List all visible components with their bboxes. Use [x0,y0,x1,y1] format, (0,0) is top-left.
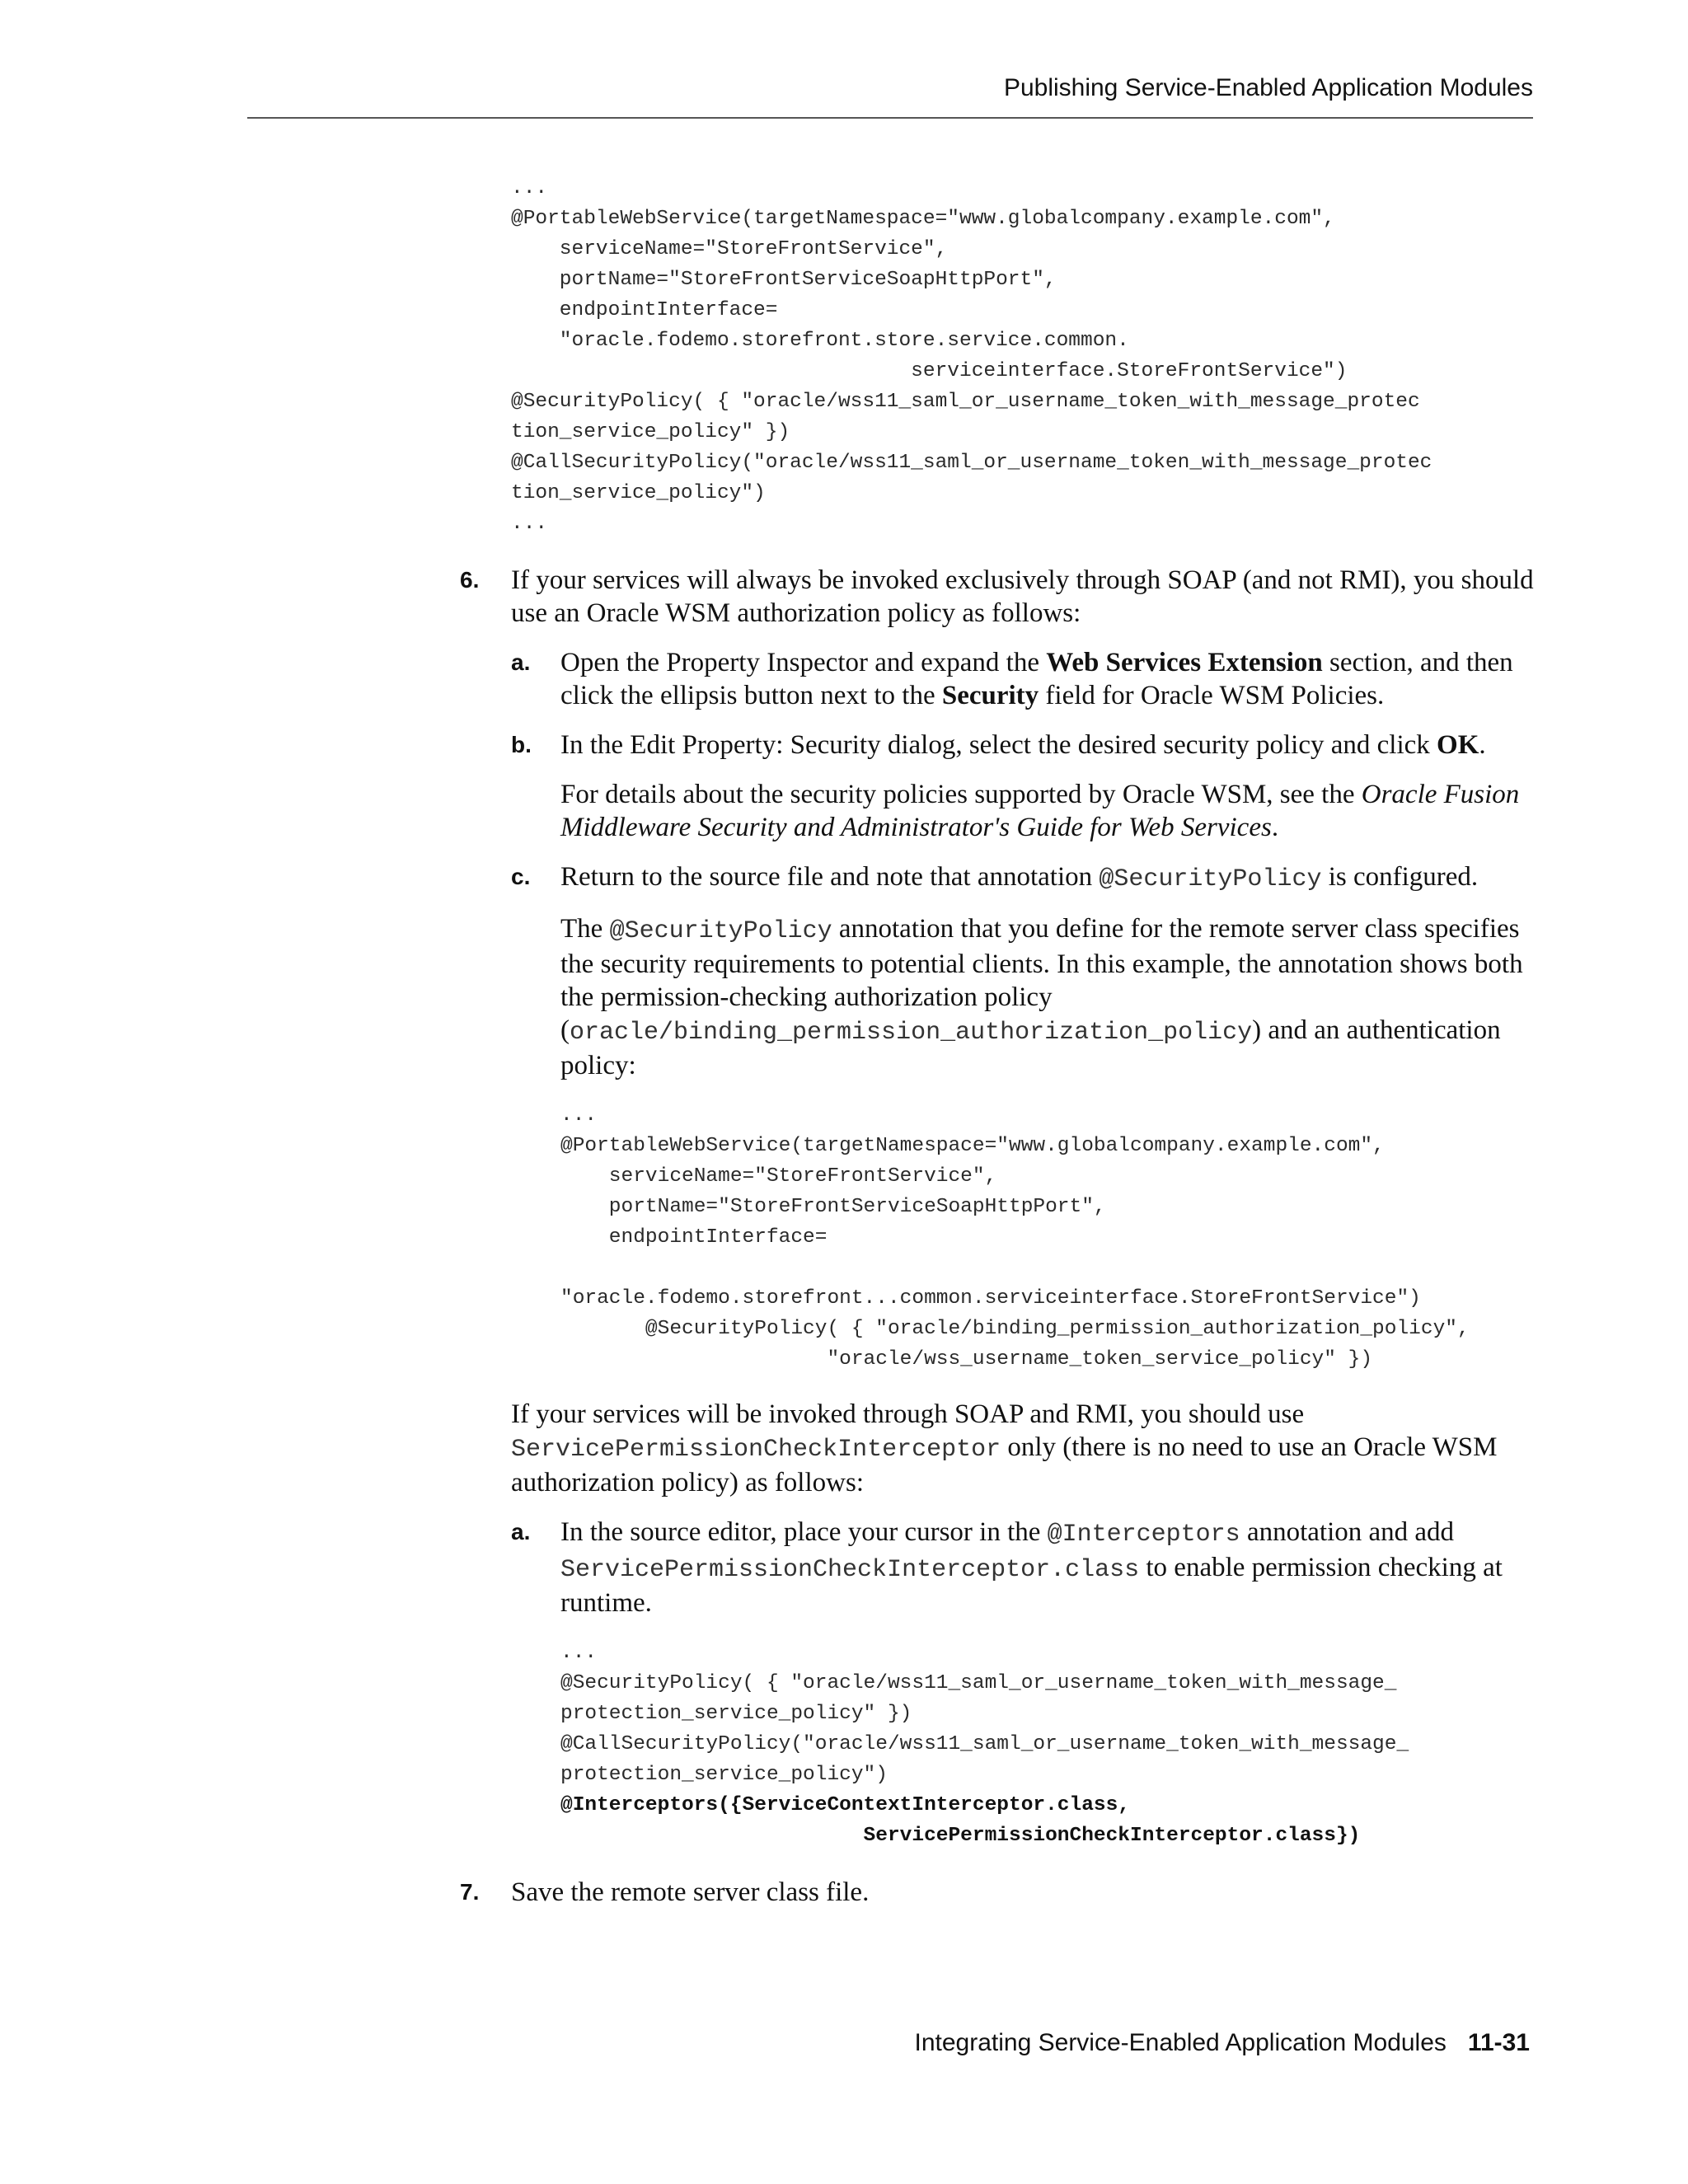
substep-rmi-a [511,1516,1550,1851]
running-header-title: Publishing Service-Enabled Application Modules [1003,74,1533,101]
substep-letter: a. [511,1519,531,1544]
substep-6b [511,729,1550,844]
step-number: 7. [460,1879,480,1905]
page-number: 11-31 [1467,2029,1530,2056]
step-text: Save the remote server class file. [511,1877,870,1907]
substep-6a [511,646,1550,712]
code-block-interceptors-bold: @Interceptors({ServiceContextInterceptor.class, ServicePermissionCheckInterceptor.class}) [560,1794,1361,1847]
code-block-portable-web-service: ... @PortableWebService(targetNamespace="www.globalcompany.example.com", serviceName="StoreFrontService", portName="StoreFrontServiceSoapHttpPort", endpointInterface= "oracle.fodemo.storefront.store.service.common. serviceinterface.StoreFrontService") @SecurityPolicy( { "oracle/wss11_saml_or_username_token_with_message_protec tion_service_policy" }) @CallSecurityPolicy("oracle/wss11_saml_or_username_token_with_message_protec tion_service_policy") ... [511,177,1432,535]
page-header [247,71,1533,119]
rmi-paragraph [511,1398,1550,1851]
substep-text: In the source editor, place your cursor in the @Interceptors annotation and add ServicePermissionCheckInterceptor.class to enable permission checking at runtime. [560,1517,1503,1618]
substep-explanation: The @SecurityPolicy annotation that you define for the remote server class specifies the security requirements to potential clients. In this example, the annotation shows both the permission-checking authorization policy (oracle/binding_permission_authorization_policy) and an authentication policy: [560,914,1523,1080]
page-footer [915,2029,1530,2057]
substep-text: In the Edit Property: Security dialog, select the desired security policy and click OK. [560,730,1486,760]
guide-title: Oracle Fusion Middleware Security and Administrator's Guide for Web Services [560,780,1520,842]
substep-6c [511,860,1550,1375]
step-7 [460,1876,1550,1909]
footer-title: Integrating Service-Enabled Application Modules [914,2029,1447,2056]
step-6 [460,564,1550,1375]
substep-letter: b. [511,732,532,757]
substep-letter: a. [511,649,531,675]
code-block-interceptors: ... @SecurityPolicy( { "oracle/wss11_saml_or_username_token_with_message_ protection_service_policy" }) @CallSecurityPolicy("oracle/wss11_saml_or_username_token_with_message_ protection_service_policy") [560,1642,1409,1786]
substep-letter: c. [511,864,531,889]
code-block-authorization-policy: ... @PortableWebService(targetNamespace="www.globalcompany.example.com", serviceName="StoreFrontService", portName="StoreFrontServiceSoapHttpPort", endpointInterface= "oracle.fodemo.storefront...common.serviceinterface.StoreFrontService") @SecurityPolicy( { "oracle/binding_permission_authorization_policy", "oracle/wss_username_token_service_policy" }) [560,1104,1470,1371]
step-text: If your services will always be invoked exclusively through SOAP (and not RMI), you should use an Oracle WSM authorization policy as follows: [511,565,1534,628]
rmi-text: If your services will be invoked through SOAP and RMI, you should use ServicePermissionCheckInterceptor only (there is no need to use an Oracle WSM authorization policy) as follows: [511,1399,1498,1497]
step-number: 6. [460,567,480,593]
substep-text: Open the Property Inspector and expand the Web Services Extension section, and then click the ellipsis button next to the Security field for Oracle WSM Policies. [560,648,1513,710]
substep-text: Return to the source file and note that annotation @SecurityPolicy is configured. [560,862,1479,893]
substep-details: For details about the security policies supported by Oracle WSM, see the Oracle Fusion Middleware Security and Administrator's Guide for Web Services. [560,780,1520,842]
page-content [460,173,1550,1909]
